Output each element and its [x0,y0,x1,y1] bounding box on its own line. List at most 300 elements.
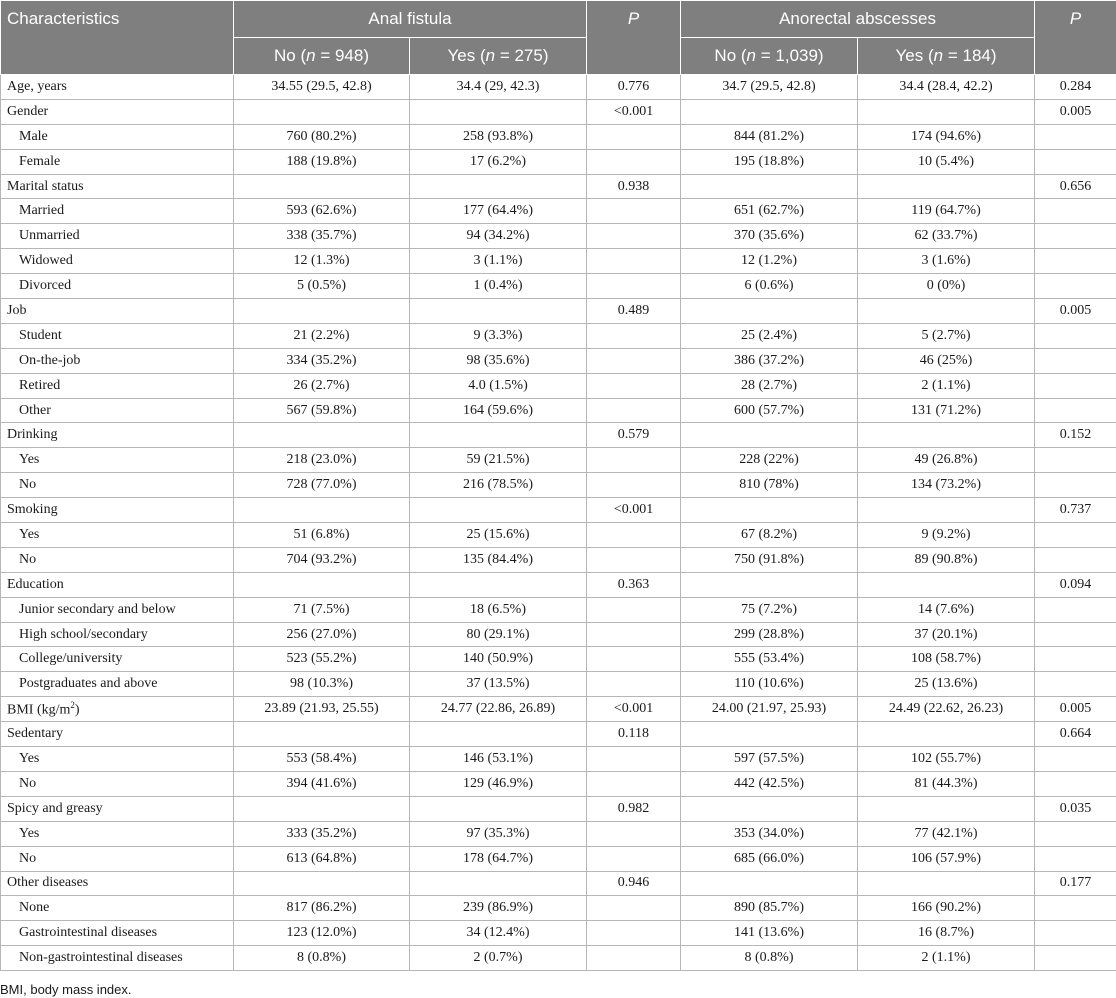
anal-fistula-yes-cell: 146 (53.1%) [410,747,587,772]
anorectal-abscesses-header: Anorectal abscesses [681,1,1035,38]
anorectal-abscesses-p-cell [1035,747,1116,772]
anorectal-abscesses-no-cell: 651 (62.7%) [681,199,858,224]
anorectal-abscesses-p-cell [1035,672,1116,697]
anal-fistula-p-cell [587,249,681,274]
anorectal-abscesses-p-cell: 0.737 [1035,498,1116,523]
anorectal-abscesses-yes-cell: 3 (1.6%) [858,249,1035,274]
anal-fistula-yes-cell: 164 (59.6%) [410,398,587,423]
anorectal-abscesses-p-cell [1035,622,1116,647]
anal-fistula-yes-cell: 80 (29.1%) [410,622,587,647]
anal-fistula-yes-cell: 135 (84.4%) [410,547,587,572]
anorectal-abscesses-no-cell: 442 (42.5%) [681,771,858,796]
anal-fistula-p-cell [587,821,681,846]
anorectal-abscesses-p-cell [1035,547,1116,572]
table-row [1,398,1116,423]
anorectal-abscesses-p-cell [1035,199,1116,224]
anorectal-abscesses-yes-cell: 0 (0%) [858,274,1035,299]
anal-fistula-p-cell: <0.001 [587,697,681,722]
table-row [1,174,1116,199]
anorectal-abscesses-yes-cell: 102 (55.7%) [858,747,1035,772]
anal-fistula-no-cell: 593 (62.6%) [234,199,410,224]
row-label: Spicy and greasy [1,796,234,821]
anal-fistula-yes-cell: 3 (1.1%) [410,249,587,274]
anal-fistula-p-cell [587,523,681,548]
anorectal-abscesses-no-cell [681,99,858,124]
anal-fistula-yes-cell: 1 (0.4%) [410,274,587,299]
anal-fistula-no-cell: 334 (35.2%) [234,348,410,373]
anorectal-abscesses-no-cell [681,174,858,199]
anal-fistula-yes-cell: 129 (46.9%) [410,771,587,796]
anorectal-abscesses-yes-cell: 37 (20.1%) [858,622,1035,647]
anal-fistula-no-cell: 256 (27.0%) [234,622,410,647]
anal-fistula-p-cell [587,747,681,772]
table-row [1,747,1116,772]
anal-fistula-p-cell [587,323,681,348]
anal-fistula-p-cell: 0.579 [587,423,681,448]
anal-fistula-p-cell [587,149,681,174]
anal-fistula-no-cell: 613 (64.8%) [234,846,410,871]
anorectal-abscesses-yes-cell [858,423,1035,448]
anorectal-abscesses-no-cell: 25 (2.4%) [681,323,858,348]
anal-fistula-p-cell [587,846,681,871]
anorectal-abscesses-yes-cell: 34.4 (28.4, 42.2) [858,75,1035,100]
row-label: Job [1,299,234,324]
anorectal-abscesses-no-cell: 67 (8.2%) [681,523,858,548]
anorectal-abscesses-p-cell [1035,523,1116,548]
anorectal-abscesses-p-cell: 0.035 [1035,796,1116,821]
anal-fistula-p-cell [587,124,681,149]
anal-fistula-yes-cell [410,871,587,896]
anal-fistula-yes-cell: 59 (21.5%) [410,448,587,473]
anal-fistula-yes-cell [410,299,587,324]
table-row [1,896,1116,921]
table-row [1,771,1116,796]
anal-fistula-no-cell: 51 (6.8%) [234,523,410,548]
anorectal-abscesses-no-cell: 141 (13.6%) [681,921,858,946]
anal-fistula-yes-cell: 17 (6.2%) [410,149,587,174]
anorectal-abscesses-no-cell: 685 (66.0%) [681,846,858,871]
anorectal-abscesses-no-cell: 600 (57.7%) [681,398,858,423]
anorectal-abscesses-p-cell: 0.664 [1035,722,1116,747]
row-label: Sedentary [1,722,234,747]
anorectal-abscesses-p-cell [1035,224,1116,249]
table-row [1,199,1116,224]
anal-fistula-no-cell: 728 (77.0%) [234,473,410,498]
table-row [1,523,1116,548]
anorectal-abscesses-no-cell: 110 (10.6%) [681,672,858,697]
anorectal-abscesses-yes-cell: 77 (42.1%) [858,821,1035,846]
row-label: Married [1,199,234,224]
anal-fistula-yes-cell [410,423,587,448]
anorectal-abscesses-yes-cell: 5 (2.7%) [858,323,1035,348]
anorectal-abscesses-no-cell: 386 (37.2%) [681,348,858,373]
anorectal-abscesses-p-cell: 0.005 [1035,299,1116,324]
anorectal-abscesses-p-cell [1035,896,1116,921]
anal-fistula-p-cell: 0.946 [587,871,681,896]
row-label: Smoking [1,498,234,523]
anorectal-abscesses-p-cell [1035,249,1116,274]
anal-fistula-yes-cell: 34.4 (29, 42.3) [410,75,587,100]
anorectal-abscesses-yes-header: Yes (n = 184) [858,38,1035,75]
anorectal-abscesses-no-cell: 8 (0.8%) [681,946,858,971]
anal-fistula-p-cell [587,547,681,572]
anorectal-abscesses-yes-cell: 9 (9.2%) [858,523,1035,548]
anorectal-abscesses-yes-cell: 134 (73.2%) [858,473,1035,498]
anal-fistula-yes-cell: 34 (12.4%) [410,921,587,946]
anorectal-abscesses-yes-cell: 25 (13.6%) [858,672,1035,697]
anorectal-abscesses-yes-cell: 14 (7.6%) [858,597,1035,622]
anal-fistula-yes-cell: 9 (3.3%) [410,323,587,348]
table-row [1,871,1116,896]
anal-fistula-no-cell [234,871,410,896]
anal-fistula-p-cell [587,622,681,647]
anorectal-abscesses-no-cell: 299 (28.8%) [681,622,858,647]
anal-fistula-p-cell [587,946,681,971]
anal-fistula-p-cell: <0.001 [587,498,681,523]
anal-fistula-no-cell: 8 (0.8%) [234,946,410,971]
row-label: Male [1,124,234,149]
anal-fistula-yes-cell: 216 (78.5%) [410,473,587,498]
anorectal-abscesses-yes-cell: 2 (1.1%) [858,946,1035,971]
anorectal-abscesses-no-cell: 6 (0.6%) [681,274,858,299]
anorectal-abscesses-yes-cell: 89 (90.8%) [858,547,1035,572]
row-label: BMI $(kg/m^2)$ [1,697,234,722]
table-row [1,124,1116,149]
anorectal-abscesses-yes-cell: 108 (58.7%) [858,647,1035,672]
anorectal-abscesses-yes-cell [858,99,1035,124]
table-row [1,796,1116,821]
anorectal-abscesses-p-cell: 0.177 [1035,871,1116,896]
row-label: Divorced [1,274,234,299]
row-label: Yes [1,821,234,846]
anorectal-abscesses-p-cell: 0.094 [1035,572,1116,597]
anorectal-abscesses-yes-cell: 166 (90.2%) [858,896,1035,921]
anorectal-abscesses-yes-cell: 81 (44.3%) [858,771,1035,796]
anal-fistula-no-cell: 338 (35.7%) [234,224,410,249]
table-row [1,647,1116,672]
anorectal-abscesses-yes-cell [858,299,1035,324]
anal-fistula-p-cell [587,199,681,224]
anal-fistula-yes-cell: 98 (35.6%) [410,348,587,373]
anal-fistula-p-cell [587,597,681,622]
anorectal-abscesses-p-cell: 0.656 [1035,174,1116,199]
anal-fistula-yes-cell [410,572,587,597]
anal-fistula-yes-cell: 140 (50.9%) [410,647,587,672]
table-row [1,274,1116,299]
anorectal-abscesses-p-cell [1035,846,1116,871]
anal-fistula-p-cell: <0.001 [587,99,681,124]
anal-fistula-yes-cell: 97 (35.3%) [410,821,587,846]
anorectal-abscesses-no-cell [681,423,858,448]
anal-fistula-no-cell [234,498,410,523]
anal-fistula-yes-cell [410,99,587,124]
anorectal-abscesses-no-cell [681,572,858,597]
anal-fistula-yes-cell [410,722,587,747]
anal-fistula-no-cell: 188 (19.8%) [234,149,410,174]
anorectal-abscesses-yes-cell: 62 (33.7%) [858,224,1035,249]
anal-fistula-p-cell [587,672,681,697]
anal-fistula-p-cell [587,224,681,249]
anorectal-abscesses-no-cell: 12 (1.2%) [681,249,858,274]
table-row [1,75,1116,100]
row-label: Age, years [1,75,234,100]
row-label: Female [1,149,234,174]
anorectal-abscesses-yes-cell: 131 (71.2%) [858,398,1035,423]
table-row [1,672,1116,697]
anal-fistula-no-cell: 123 (12.0%) [234,921,410,946]
anorectal-abscesses-no-cell [681,796,858,821]
anal-fistula-p-cell [587,348,681,373]
anorectal-abscesses-p-cell [1035,274,1116,299]
row-label: Junior secondary and below [1,597,234,622]
header-row-1 [1,1,1116,38]
anal-fistula-yes-cell: 37 (13.5%) [410,672,587,697]
row-label: No [1,771,234,796]
anal-fistula-yes-cell [410,498,587,523]
row-label: Education [1,572,234,597]
anal-fistula-no-cell [234,174,410,199]
anal-fistula-no-header: No (n = 948) [234,38,410,75]
anorectal-abscesses-p-cell [1035,771,1116,796]
anal-fistula-yes-cell: 94 (34.2%) [410,224,587,249]
anorectal-abscesses-no-cell: 75 (7.2%) [681,597,858,622]
anal-fistula-no-cell: 12 (1.3%) [234,249,410,274]
anal-fistula-no-cell [234,99,410,124]
anorectal-abscesses-no-cell: 353 (34.0%) [681,821,858,846]
anal-fistula-p-cell [587,373,681,398]
anal-fistula-p-cell: 0.118 [587,722,681,747]
anal-fistula-no-cell: 34.55 (29.5, 42.8) [234,75,410,100]
anal-fistula-no-cell [234,423,410,448]
anal-fistula-header: Anal fistula [234,1,587,38]
anal-fistula-no-cell: 567 (59.8%) [234,398,410,423]
anal-fistula-p-cell [587,921,681,946]
anal-fistula-no-cell: 523 (55.2%) [234,647,410,672]
anorectal-abscesses-no-cell: 28 (2.7%) [681,373,858,398]
anorectal-abscesses-no-cell: 24.00 (21.97, 25.93) [681,697,858,722]
anorectal-abscesses-yes-cell: 2 (1.1%) [858,373,1035,398]
anorectal-abscesses-p-cell: 0.284 [1035,75,1116,100]
table-row [1,99,1116,124]
row-label: Yes [1,448,234,473]
anal-fistula-yes-cell: 258 (93.8%) [410,124,587,149]
table-row [1,697,1116,722]
row-label: Non-gastrointestinal diseases [1,946,234,971]
anal-fistula-p-cell [587,771,681,796]
table-row [1,921,1116,946]
table-row [1,249,1116,274]
table-row [1,448,1116,473]
characteristics-header: Characteristics [1,1,234,75]
table-row [1,622,1116,647]
row-label: No [1,473,234,498]
anal-fistula-yes-cell: 2 (0.7%) [410,946,587,971]
anorectal-abscesses-p-cell [1035,149,1116,174]
row-label: Drinking [1,423,234,448]
anorectal-abscesses-p-cell [1035,348,1116,373]
table-row [1,224,1116,249]
anorectal-abscesses-yes-cell [858,174,1035,199]
table-row [1,946,1116,971]
anal-fistula-no-cell: 26 (2.7%) [234,373,410,398]
table-row [1,498,1116,523]
table-body [1,75,1116,971]
anorectal-abscesses-p-header: P [1035,1,1116,75]
anorectal-abscesses-p-cell: 0.005 [1035,99,1116,124]
anal-fistula-no-cell: 71 (7.5%) [234,597,410,622]
table-row [1,547,1116,572]
anorectal-abscesses-no-cell: 34.7 (29.5, 42.8) [681,75,858,100]
anal-fistula-p-cell [587,398,681,423]
table-row [1,323,1116,348]
anorectal-abscesses-no-cell: 370 (35.6%) [681,224,858,249]
table-row [1,572,1116,597]
anal-fistula-yes-cell: 177 (64.4%) [410,199,587,224]
row-label: No [1,547,234,572]
anorectal-abscesses-no-cell: 844 (81.2%) [681,124,858,149]
row-label: Marital status [1,174,234,199]
anorectal-abscesses-no-cell [681,722,858,747]
row-label: On-the-job [1,348,234,373]
table-row [1,149,1116,174]
anal-fistula-no-cell: 23.89 (21.93, 25.55) [234,697,410,722]
anorectal-abscesses-no-header: No (n = 1,039) [681,38,858,75]
anal-fistula-yes-cell [410,796,587,821]
anorectal-abscesses-p-cell [1035,821,1116,846]
anorectal-abscesses-no-cell: 195 (18.8%) [681,149,858,174]
anorectal-abscesses-p-cell [1035,124,1116,149]
anal-fistula-yes-cell: 178 (64.7%) [410,846,587,871]
row-label: College/university [1,647,234,672]
anorectal-abscesses-yes-cell: 46 (25%) [858,348,1035,373]
anorectal-abscesses-no-cell: 810 (78%) [681,473,858,498]
anorectal-abscesses-yes-cell: 16 (8.7%) [858,921,1035,946]
anal-fistula-p-cell [587,647,681,672]
anal-fistula-no-cell: 333 (35.2%) [234,821,410,846]
anal-fistula-no-cell: 218 (23.0%) [234,448,410,473]
row-label: Student [1,323,234,348]
table-row [1,722,1116,747]
anal-fistula-no-cell [234,796,410,821]
anorectal-abscesses-p-cell [1035,473,1116,498]
row-label: Retired [1,373,234,398]
anal-fistula-p-cell [587,896,681,921]
anorectal-abscesses-yes-cell [858,498,1035,523]
table-row [1,597,1116,622]
anal-fistula-no-cell: 553 (58.4%) [234,747,410,772]
anorectal-abscesses-yes-cell: 10 (5.4%) [858,149,1035,174]
row-label: Gastrointestinal diseases [1,921,234,946]
anal-fistula-yes-cell: 4.0 (1.5%) [410,373,587,398]
anorectal-abscesses-no-cell [681,299,858,324]
anorectal-abscesses-yes-cell: 106 (57.9%) [858,846,1035,871]
anal-fistula-p-cell: 0.363 [587,572,681,597]
anal-fistula-p-cell: 0.776 [587,75,681,100]
table-row [1,846,1116,871]
anorectal-abscesses-yes-cell: 174 (94.6%) [858,124,1035,149]
anorectal-abscesses-p-cell: 0.005 [1035,697,1116,722]
anal-fistula-no-cell: 394 (41.6%) [234,771,410,796]
anorectal-abscesses-no-cell [681,871,858,896]
anal-fistula-yes-cell [410,174,587,199]
anal-fistula-no-cell: 760 (80.2%) [234,124,410,149]
anorectal-abscesses-no-cell [681,498,858,523]
anal-fistula-no-cell [234,722,410,747]
anal-fistula-p-cell [587,274,681,299]
row-label: High school/secondary [1,622,234,647]
anal-fistula-no-cell: 98 (10.3%) [234,672,410,697]
anal-fistula-no-cell [234,299,410,324]
anorectal-abscesses-no-cell: 228 (22%) [681,448,858,473]
anorectal-abscesses-p-cell [1035,921,1116,946]
anorectal-abscesses-no-cell: 597 (57.5%) [681,747,858,772]
anorectal-abscesses-yes-cell [858,572,1035,597]
table-row [1,299,1116,324]
row-label: Gender [1,99,234,124]
anorectal-abscesses-p-cell [1035,373,1116,398]
row-label: None [1,896,234,921]
anorectal-abscesses-p-cell [1035,398,1116,423]
row-label: No [1,846,234,871]
anorectal-abscesses-yes-cell [858,796,1035,821]
anorectal-abscesses-no-cell: 890 (85.7%) [681,896,858,921]
anal-fistula-no-cell: 704 (93.2%) [234,547,410,572]
anorectal-abscesses-p-cell [1035,448,1116,473]
table-row [1,821,1116,846]
anal-fistula-no-cell: 817 (86.2%) [234,896,410,921]
table-row [1,423,1116,448]
row-label: Other [1,398,234,423]
table-row [1,373,1116,398]
anorectal-abscesses-yes-cell: 24.49 (22.62, 26.23) [858,697,1035,722]
anal-fistula-no-cell: 21 (2.2%) [234,323,410,348]
anorectal-abscesses-no-cell: 750 (91.8%) [681,547,858,572]
row-label: Yes [1,747,234,772]
anal-fistula-yes-cell: 25 (15.6%) [410,523,587,548]
row-label: Other diseases [1,871,234,896]
anal-fistula-p-cell: 0.489 [587,299,681,324]
anal-fistula-p-cell [587,448,681,473]
anal-fistula-no-cell: 5 (0.5%) [234,274,410,299]
table-footnote: BMI, body mass index. [0,982,132,997]
row-label: Unmarried [1,224,234,249]
anal-fistula-yes-cell: 239 (86.9%) [410,896,587,921]
table-row [1,348,1116,373]
anorectal-abscesses-p-cell [1035,647,1116,672]
anal-fistula-yes-header: Yes (n = 275) [410,38,587,75]
anal-fistula-no-cell [234,572,410,597]
anal-fistula-p-cell: 0.982 [587,796,681,821]
anorectal-abscesses-yes-cell: 119 (64.7%) [858,199,1035,224]
anorectal-abscesses-no-cell: 555 (53.4%) [681,647,858,672]
anal-fistula-yes-cell: 18 (6.5%) [410,597,587,622]
table-row [1,473,1116,498]
row-label: Widowed [1,249,234,274]
row-label: Yes [1,523,234,548]
anal-fistula-p-header: P [587,1,681,75]
anorectal-abscesses-yes-cell [858,722,1035,747]
anorectal-abscesses-p-cell [1035,946,1116,971]
anorectal-abscesses-p-cell [1035,323,1116,348]
anorectal-abscesses-yes-cell [858,871,1035,896]
anorectal-abscesses-yes-cell: 49 (26.8%) [858,448,1035,473]
row-label: Postgraduates and above [1,672,234,697]
anorectal-abscesses-p-cell [1035,597,1116,622]
anorectal-abscesses-p-cell: 0.152 [1035,423,1116,448]
anal-fistula-yes-cell: 24.77 (22.86, 26.89) [410,697,587,722]
anal-fistula-p-cell [587,473,681,498]
anal-fistula-p-cell: 0.938 [587,174,681,199]
